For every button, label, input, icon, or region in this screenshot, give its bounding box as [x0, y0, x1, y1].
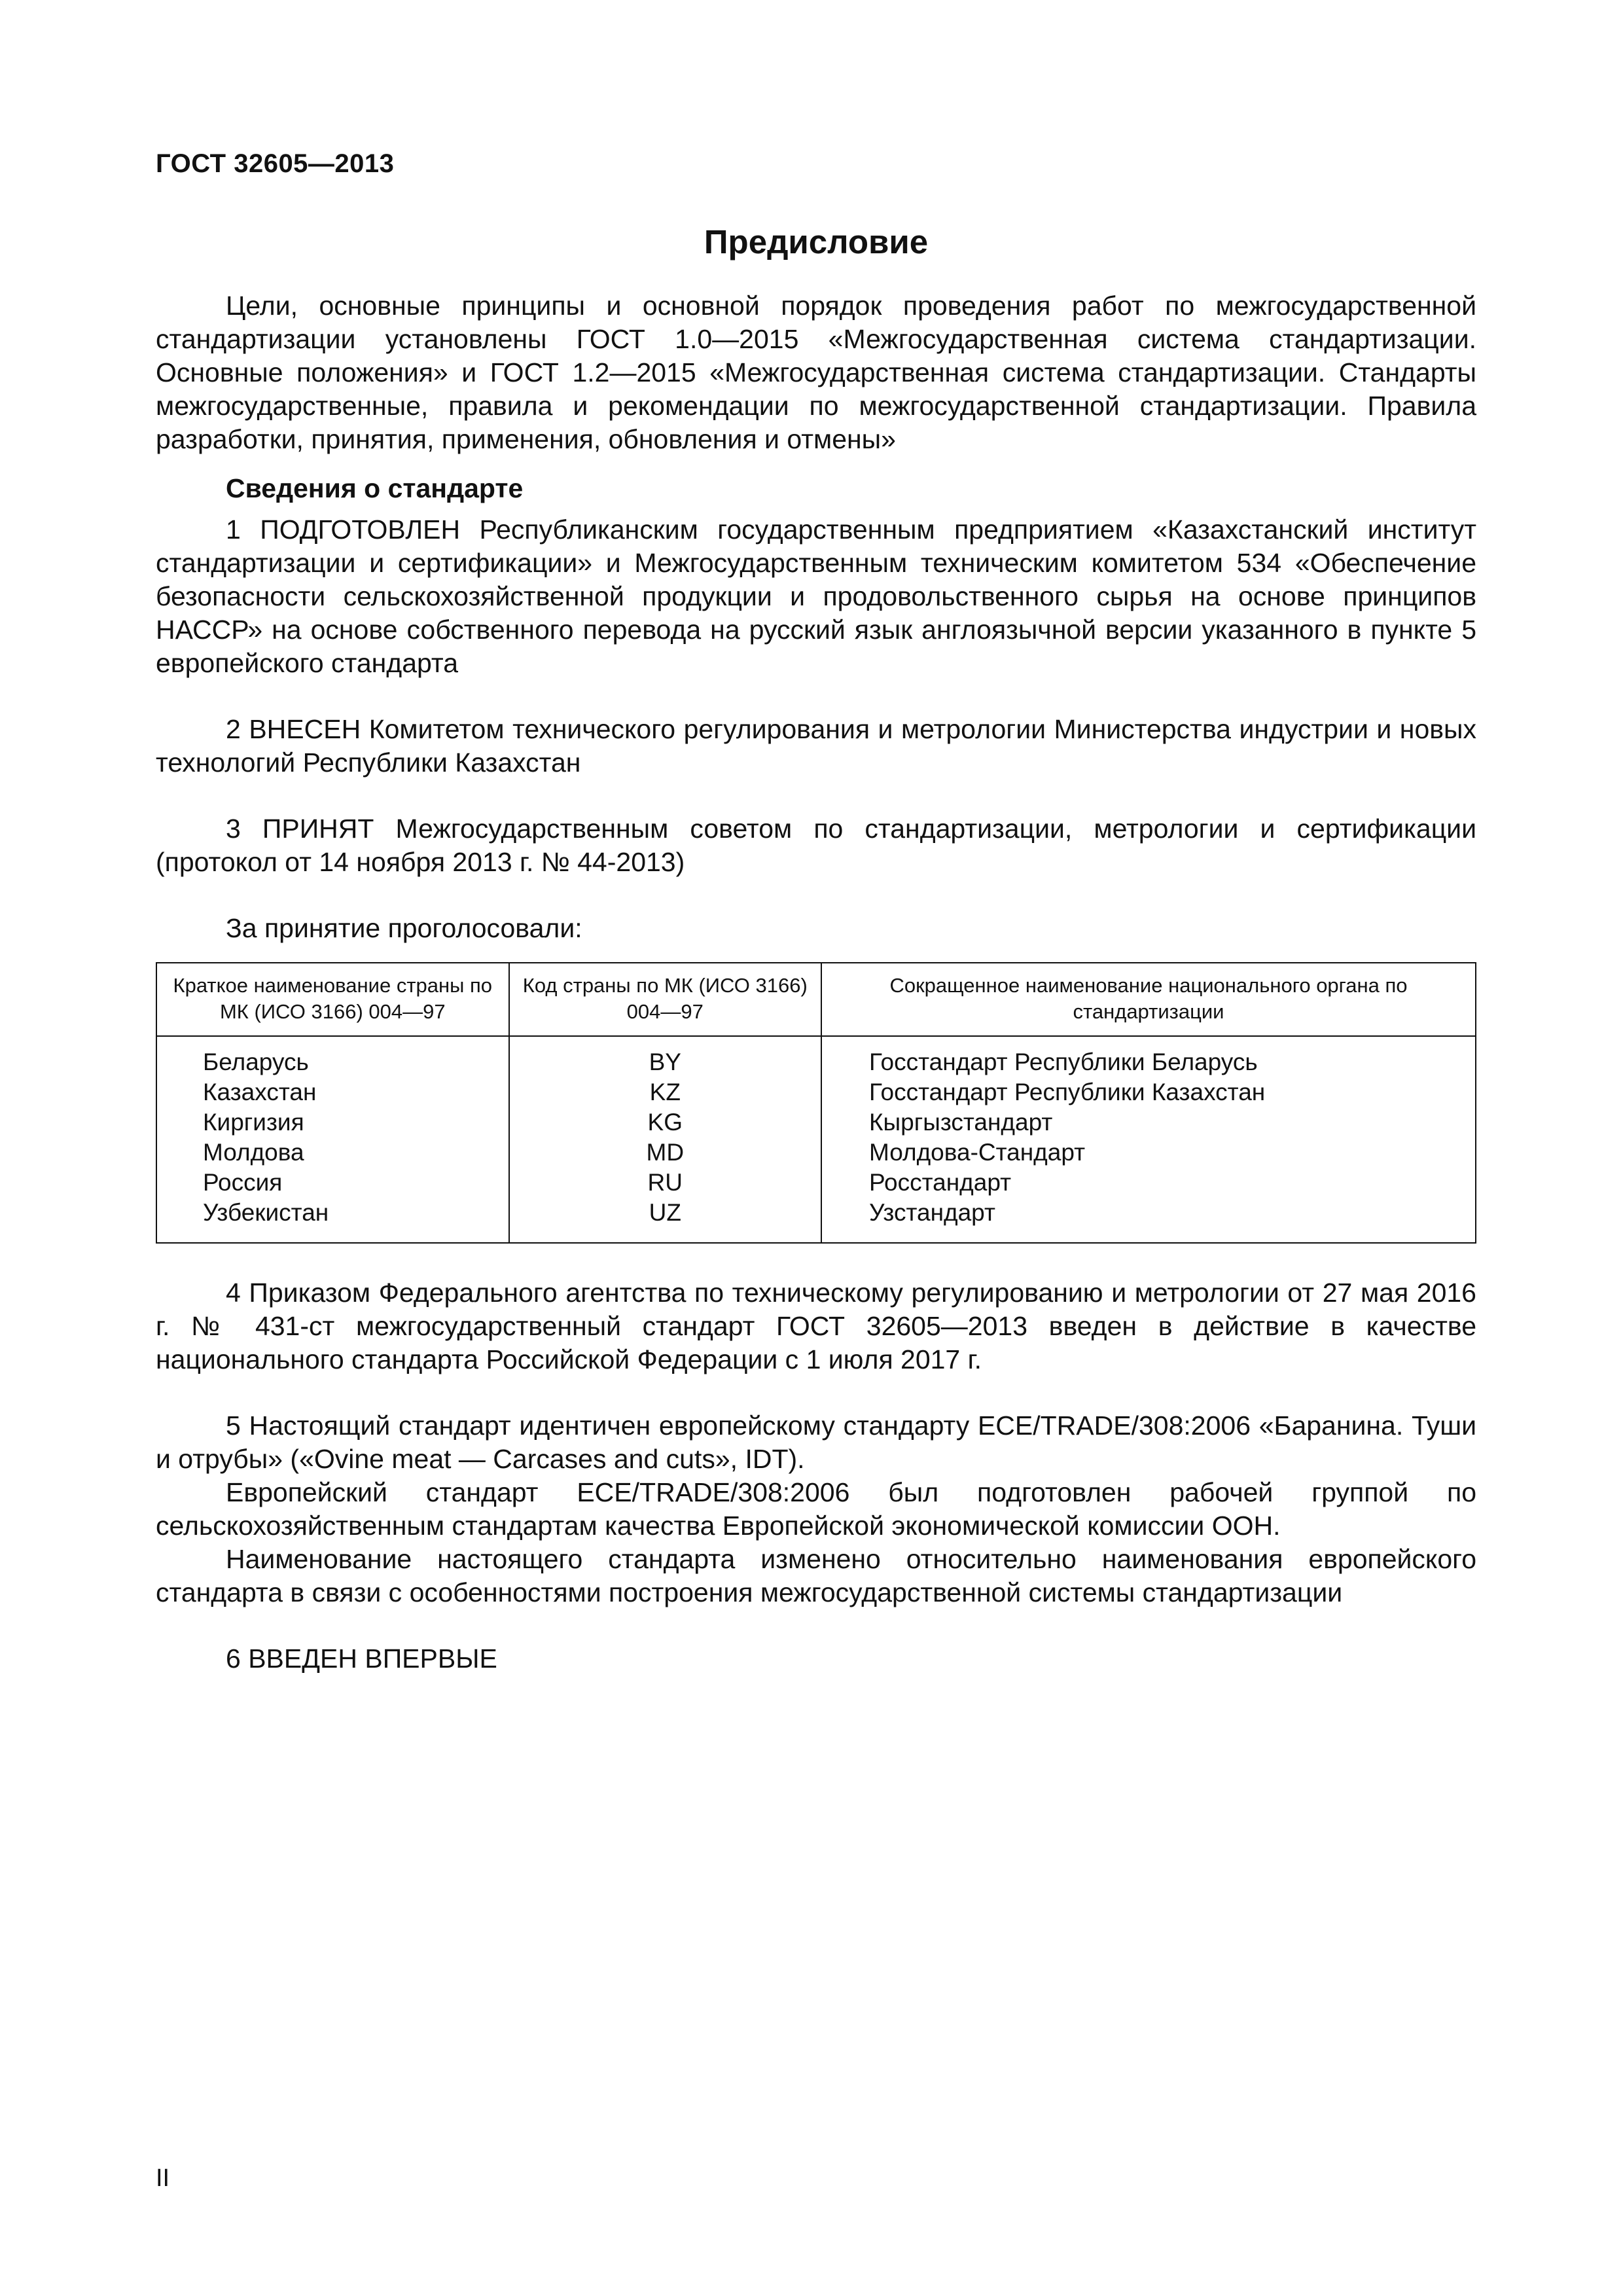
org-cell: Госстандарт Республики Беларусь — [821, 1036, 1476, 1077]
item-1-paragraph: 1 ПОДГОТОВЛЕН Республиканским государственным предприятием «Казахстанский институт стандартизации и сертификации» и Межгосударственным техническим комитетом 534 «Обеспечение безопасности сельскохозяйственной продукции и продовольственного сырья на основе принципов НАССР» на основе собственного перевода на русский язык англоязычной версии указанного в пункте 5 европейского стандарта — [156, 514, 1476, 678]
item-3-paragraph: 3 ПРИНЯТ Межгосударственным советом по стандартизации, метрологии и сертификации (протокол от 14 ноября 2013 г. № 44-2013) — [156, 814, 1476, 877]
item-6-paragraph: 6 ВВЕДЕН ВПЕРВЫЕ — [226, 1643, 497, 1674]
table-header-row — [156, 963, 1476, 1036]
org-cell: Росстандарт — [821, 1168, 1476, 1198]
column-header-country: Краткое наименование страны по МК (ИСО 3166) 004—97 — [156, 963, 509, 1036]
country-cell: Узбекистан — [156, 1198, 509, 1243]
table-row — [156, 1036, 1476, 1077]
voting-table — [156, 962, 1476, 1244]
table-row — [156, 1168, 1476, 1198]
code-cell: BY — [509, 1036, 821, 1077]
page-content — [156, 223, 1476, 1676]
page-title: Предисловие — [704, 223, 929, 260]
country-cell: Казахстан — [156, 1077, 509, 1107]
country-cell: Россия — [156, 1168, 509, 1198]
voted-label: За принятие проголосовали: — [226, 913, 582, 943]
table-row — [156, 1138, 1476, 1168]
org-cell: Молдова-Стандарт — [821, 1138, 1476, 1168]
code-cell: KZ — [509, 1077, 821, 1107]
org-cell: Кыргызстандарт — [821, 1107, 1476, 1138]
table-row — [156, 1077, 1476, 1107]
org-cell: Госстандарт Республики Казахстан — [821, 1077, 1476, 1107]
item-5-paragraph: 5 Настоящий стандарт идентичен европейскому стандарту ECE/TRADE/308:2006 «Баранина. Туши и отрубы» («Ovine meat — Carcases and cuts», IDT). — [156, 1410, 1476, 1474]
code-cell: KG — [509, 1107, 821, 1138]
org-cell: Узстандарт — [821, 1198, 1476, 1243]
item-4-paragraph: 4 Приказом Федерального агентства по техническому регулированию и метрологии от 27 мая 2016 г. № 431-ст межгосударственный стандарт ГОСТ 32605—2013 введен в действие в качестве национального стандарта Российской Федерации с 1 июля 2017 г. — [156, 1278, 1476, 1374]
code-cell: MD — [509, 1138, 821, 1168]
page-number: II — [156, 2164, 170, 2192]
item-5-paragraph-3: Наименование настоящего стандарта изменено относительно наименования европейского стандарта в связи с особенностями построения межгосударственной системы стандартизации — [156, 1544, 1476, 1607]
section-subheading: Сведения о стандарте — [226, 473, 524, 503]
country-cell: Молдова — [156, 1138, 509, 1168]
country-cell: Киргизия — [156, 1107, 509, 1138]
code-cell: RU — [509, 1168, 821, 1198]
country-cell: Беларусь — [156, 1036, 509, 1077]
column-header-org: Сокращенное наименование национального органа по стандартизации — [821, 963, 1476, 1036]
item-5-paragraph-2: Европейский стандарт ECE/TRADE/308:2006 был подготовлен рабочей группой по сельскохозяйственным стандартам качества Европейской экономической комиссии ООН. — [156, 1477, 1476, 1541]
table-row — [156, 1107, 1476, 1138]
item-2-paragraph: 2 ВНЕСЕН Комитетом технического регулирования и метрологии Министерства индустрии и новых технологий Республики Казахстан — [156, 714, 1476, 778]
intro-paragraph: Цели, основные принципы и основной порядок проведения работ по межгосударственной стандартизации установлены ГОСТ 1.0—2015 «Межгосударственная система стандартизации. Основные положения» и ГОСТ 1.2—2015 «Межгосударственная система стандартизации. Стандарты межгосударственные, правила и рекомендации по межгосударственной стандартизации. Правила разработки, принятия, применения, обновления и отмены» — [156, 291, 1476, 454]
table-row — [156, 1198, 1476, 1243]
column-header-code: Код страны по МК (ИСО 3166) 004—97 — [509, 963, 821, 1036]
document-code: ГОСТ 32605—2013 — [156, 149, 395, 178]
code-cell: UZ — [509, 1198, 821, 1243]
